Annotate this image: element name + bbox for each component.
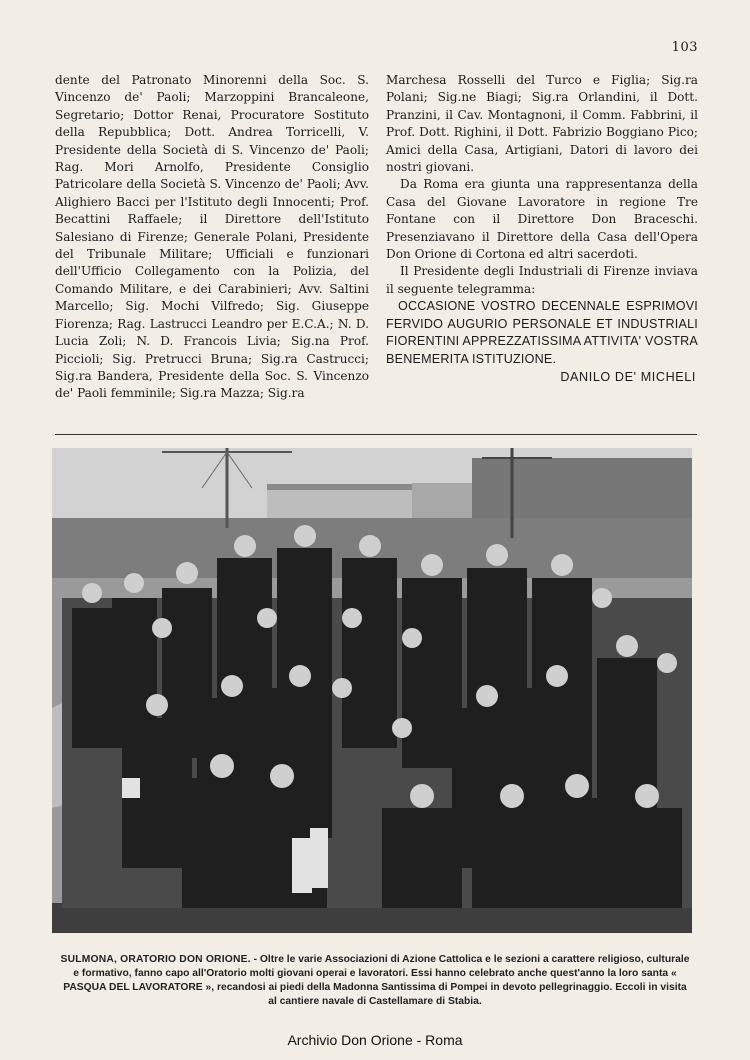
left-column-text: dente del Patronato Minorenni della Soc. S. Vincenzo de' Paoli; Marzoppini Brancaleone, Segretario; Dottor Renai, Procuratore Sostituto della Repubblica; Dott. Andrea Torricelli, V. Presidente della Società di S. Vincenzo de' Paoli; Rag. Mori Arnolfo, Presidente Consiglio Patricolare della Società S. Vincenzo de' Paoli; Avv. Alighiero Bacci per l'Istituto degli Innocenti; Prof. Becattini Raffaele; il Direttore dell'Istituto Salesiano di Firenze; Generale Polani, Presidente del Tribunale Militare; Ufficiali e funzionari dell'Ufficio Collegamento con la Polizia, del Comando Militare, e dei Carabinieri; Avv. Saltini Marcello; Sig. Mochi Vilfredo; Sig. Giuseppe Fiorenza; Rag. Lastrucci Leandro per E.C.A.; N. D. Lucia Zoli; N. D. Francois Livia; Sig.na Prof. Piccioli; Sig. Pretrucci Bruna; Sig.ra Castrucci; Sig.ra Bandera, Presidente della Soc. S. Vincenzo de' Paoli femminile; Sig.ra Mazza; Sig.ra — [55, 73, 369, 401]
archive-label: Archivio Don Orione - Roma — [287, 1032, 463, 1048]
signature: DANILO DE' MICHELI — [560, 369, 696, 384]
caption-lead: SULMONA, ORATORIO DON ORIONE. — [60, 954, 251, 965]
group-photo-illustration — [52, 448, 692, 933]
right-para-3: Il Presidente degli Industriali di Firenze inviava il seguente telegramma: — [386, 264, 698, 296]
left-column — [55, 72, 369, 403]
right-para-2: Da Roma era giunta una rappresentanza della Casa del Giovane Lavoratore in regione Tre Fontane con il Direttore Don Braceschi. Presenziavano il Direttore della Casa dell'Opera Don Orione di Cortona ed altri sacerdoti. — [386, 177, 698, 262]
group-photo — [52, 448, 692, 933]
page-number: 103 — [671, 40, 698, 55]
right-para-1: Marchesa Rosselli del Turco e Figlia; Sig.ra Polani; Sig.ne Biagi; Sig.ra Orlandini, il Dott. Pranzini, il Cav. Montagnoni, il Comm. Fabbrini, il Prof. Dott. Righini, il Dott. Fabrizio Boggiano Pico; Amici della Casa, Artigiani, Datori di lavoro dei nostri giovani. — [386, 73, 698, 175]
section-divider — [55, 434, 697, 435]
caption-body: - Oltre le varie Associazioni di Azione Cattolica e le sezioni a carattere religioso, culturale e formativo, fanno capo all'Oratorio molti giovani operai e lavoratori. Essi hanno celebrato anche quest'anno la loro santa « PASQUA DEL LAVORATORE », recandosi ai piedi della Madonna Santissima di Pompei in devoto pellegrinaggio. Eccoli in visita al cantiere navale di Castellamare di Stabia. — [63, 954, 690, 1007]
right-column — [386, 72, 698, 386]
photo-caption — [60, 953, 690, 1009]
telegram-text: OCCASIONE VOSTRO DECENNALE ESPRIMOVI FERVIDO AUGURIO PERSONALE ET INDUSTRIALI FIORENTINI APPREZZATISSIMA ATTIVITA' VOSTRA BENEMERITA ISTITUZIONE. — [386, 299, 698, 367]
